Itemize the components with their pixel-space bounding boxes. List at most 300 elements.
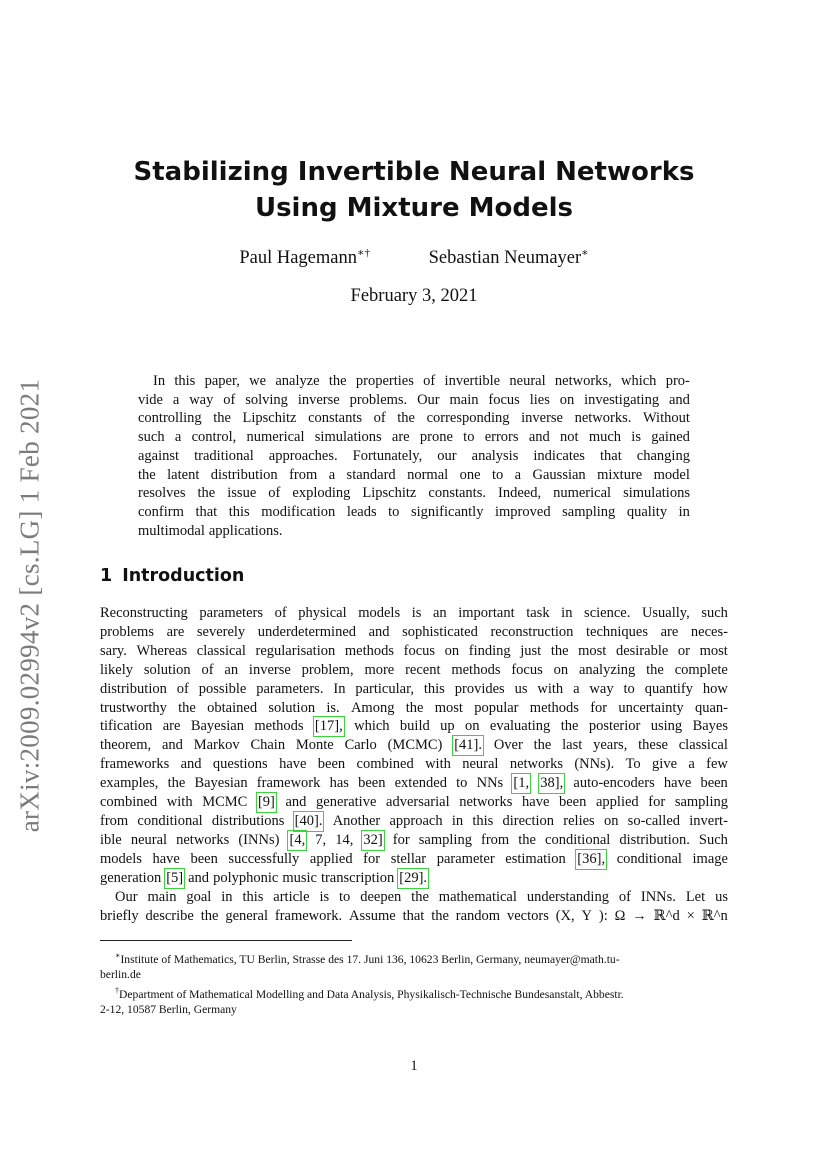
word: up [440, 718, 455, 735]
word: exploding [292, 485, 351, 502]
word: Monte [295, 737, 334, 754]
word: corresponding [426, 410, 510, 427]
word: for [392, 831, 410, 848]
section-title: Introduction [122, 566, 245, 586]
word: the [533, 737, 552, 754]
word: which [621, 373, 657, 389]
footnote-1 [100, 948, 728, 967]
word: been [700, 775, 728, 792]
word: Fortunately, [352, 447, 423, 464]
word: the [167, 775, 186, 792]
word: an [432, 605, 447, 621]
title-line-2: Using Mixture Models [254, 193, 574, 223]
word: [40]. [294, 812, 323, 829]
word: for [363, 850, 381, 867]
word: the [405, 699, 424, 716]
author-name: Paul Hagemann [239, 248, 357, 269]
word: most [434, 699, 463, 716]
body-line [100, 642, 728, 661]
word: the [646, 661, 664, 678]
word: and [188, 869, 210, 886]
word: this [242, 888, 264, 905]
word: give [652, 756, 678, 773]
word: To [625, 756, 641, 773]
word: on [603, 812, 619, 829]
word: us [715, 888, 728, 905]
word: applied [309, 850, 353, 867]
word: methods [529, 699, 579, 716]
word: evaluating [489, 718, 551, 735]
word: [17], [314, 718, 343, 735]
word: controlling [138, 410, 202, 427]
word: against [138, 447, 180, 464]
word: successfully [228, 850, 300, 867]
word: provides [454, 680, 505, 697]
word: inverse [521, 410, 563, 427]
word: Assume [348, 907, 396, 924]
word: stellar [390, 850, 427, 867]
word: changing [636, 447, 690, 464]
word: Another [332, 812, 381, 829]
word: deepen [360, 888, 402, 905]
word: networks [176, 831, 230, 848]
word: [5] [166, 869, 184, 886]
word: are [391, 429, 410, 446]
author-affiliation-mark: ∗ [581, 247, 589, 259]
word: networks, [554, 373, 612, 389]
word: how [702, 680, 728, 697]
word: Y [581, 907, 593, 924]
word: the [328, 373, 347, 389]
word: a [573, 680, 580, 697]
word: conditional [545, 831, 611, 848]
word: task [526, 605, 550, 621]
word: for [648, 794, 666, 811]
word: vide [138, 391, 163, 408]
word: sophisticated [402, 623, 478, 640]
word: Among [350, 699, 395, 716]
body-line [100, 755, 728, 774]
word: inverse [297, 391, 340, 408]
word: been [317, 756, 346, 773]
word: popular [474, 699, 519, 716]
word: most [699, 642, 728, 659]
word: simulations [623, 485, 690, 502]
word: is [631, 429, 641, 446]
word: ible [100, 831, 122, 848]
word: are [660, 623, 679, 640]
word: NNs [476, 775, 504, 792]
word: 32] [363, 831, 383, 848]
word: extended [394, 775, 447, 792]
word: the [213, 410, 231, 427]
word: the [138, 466, 156, 483]
word: is [411, 605, 422, 621]
word: focus [511, 661, 543, 678]
word: estimation [505, 850, 566, 867]
word: 7, [315, 831, 327, 848]
body-line [100, 812, 728, 831]
word: in [451, 812, 464, 829]
word: is [319, 888, 330, 905]
word: parameter [436, 850, 495, 867]
word: significantly [410, 503, 484, 520]
word: not [560, 429, 579, 446]
word: in [221, 888, 233, 905]
footnote-mark: ∗ [115, 951, 121, 960]
word: invert- [689, 812, 728, 829]
word: control, [191, 429, 237, 446]
word: finding [468, 642, 511, 659]
word: errors [484, 429, 519, 446]
word: are [166, 623, 185, 640]
word: relies [563, 812, 595, 829]
word: [36], [577, 850, 606, 867]
footnote-rule [100, 940, 352, 941]
word: article [273, 888, 310, 905]
word: that [600, 447, 622, 464]
word: have [522, 794, 550, 811]
word: and [180, 756, 202, 773]
word: vectors [506, 907, 549, 924]
word: direction [502, 812, 555, 829]
word: ): [598, 907, 608, 924]
word: mathematical [438, 888, 517, 905]
word: parameters. [256, 680, 324, 697]
word: are [162, 718, 181, 735]
word: Gaussian [532, 466, 586, 483]
word: auto-encoders [573, 775, 655, 792]
abstract-line [138, 372, 690, 391]
word: combined [100, 794, 158, 811]
word: Our [115, 888, 138, 905]
word: with [425, 756, 451, 773]
abstract-line [138, 503, 690, 522]
word: so-called [627, 812, 681, 829]
word: desirable [615, 642, 669, 659]
footnote-2-continuation [100, 1002, 728, 1018]
word: from [100, 812, 129, 829]
word: problems [100, 623, 154, 640]
word: of [423, 373, 436, 389]
word: these [638, 737, 668, 754]
word: (NNs). [574, 756, 615, 773]
word: networks [509, 756, 563, 773]
word: sampling [418, 831, 472, 848]
abstract-line [138, 466, 690, 485]
word: In [153, 373, 166, 389]
word: understanding [526, 888, 609, 905]
section-number: 1 [100, 566, 113, 586]
word: last [562, 737, 583, 754]
word: just [520, 642, 542, 659]
word: with [537, 680, 564, 697]
word: Whereas [136, 642, 188, 659]
word: (X, [555, 907, 575, 924]
word: a [328, 466, 336, 483]
word: our [437, 447, 457, 464]
abstract-line [138, 409, 690, 428]
word: mixture [597, 466, 643, 483]
word: classical [678, 737, 728, 754]
word: to [491, 466, 504, 483]
word: standard [346, 466, 396, 483]
word: on [444, 642, 460, 659]
word: physical [298, 605, 347, 621]
word: Bayes [692, 718, 728, 735]
word: approaches. [268, 447, 338, 464]
body-line [100, 774, 728, 793]
word: applied [595, 794, 639, 811]
word: [4, [289, 831, 306, 848]
word: or [677, 642, 690, 659]
word: quan- [694, 699, 728, 716]
word: likely [100, 661, 134, 678]
section-heading-introduction [100, 566, 244, 586]
abstract-line [138, 522, 690, 541]
word: of [373, 410, 386, 427]
author-2 [429, 246, 589, 269]
word: general [225, 907, 268, 924]
footnote-text: berlin.de [100, 968, 141, 982]
body-line [100, 699, 728, 718]
word: constants. [428, 485, 486, 502]
word: the [560, 718, 579, 735]
word: Without [642, 410, 690, 427]
body-line [100, 736, 728, 755]
arxiv-stamp-text: arXiv:2009.02994v2 [cs.LG] 1 Feb 2021 [14, 378, 45, 832]
word: framework. [274, 907, 343, 924]
paper-date: February 3, 2021 [350, 286, 478, 306]
word: from [481, 831, 510, 848]
word: solving [245, 391, 288, 408]
word: analysis [471, 447, 519, 464]
word: numerical [553, 485, 612, 502]
word: [41]. [454, 737, 482, 754]
word: on [559, 391, 575, 408]
word: networks [459, 794, 513, 811]
word: solution [268, 699, 316, 716]
word: issue [227, 485, 257, 502]
abstract [138, 372, 690, 540]
word: to [456, 775, 468, 792]
word: been [559, 794, 587, 811]
footnotes [100, 948, 728, 1018]
author-name: Sebastian Neumayer [428, 248, 582, 269]
word: classical [196, 642, 246, 659]
word: music [282, 869, 317, 886]
word: of [618, 888, 631, 905]
word: and [161, 737, 183, 754]
word: Bayesian [190, 718, 244, 735]
word: complete [674, 661, 728, 678]
word: INNs. [640, 888, 676, 905]
word: image [692, 850, 728, 867]
word: transcription [320, 869, 395, 886]
word: have [152, 850, 180, 867]
word: regularisation [255, 642, 336, 659]
word: (MCMC) [387, 737, 443, 754]
title-line-1: Stabilizing Invertible Neural Networks [133, 157, 695, 187]
word: generative [316, 794, 377, 811]
footnote-1-continuation [100, 967, 728, 983]
word: framework [256, 775, 321, 792]
word: with [166, 794, 193, 811]
word: Such [698, 831, 728, 848]
word: has [329, 775, 349, 792]
word: that [195, 503, 218, 520]
word: one [459, 466, 481, 483]
word: conditional [616, 850, 682, 867]
word: science. [584, 605, 631, 621]
body-line [100, 831, 728, 850]
word: frameworks [100, 756, 170, 773]
word: distributions [211, 812, 285, 829]
word: this [472, 812, 494, 829]
word: 14, [335, 831, 354, 848]
word: multimodal [138, 522, 205, 539]
word: traditional [194, 447, 254, 464]
word: a [688, 756, 695, 773]
word: that [402, 907, 425, 924]
word: methods [344, 642, 394, 659]
word: solution [143, 661, 191, 678]
word: and [528, 429, 550, 446]
paper-title [0, 154, 828, 226]
word: properties [355, 373, 414, 389]
word: simulations [314, 429, 382, 446]
word: from [289, 466, 318, 483]
word: possible [198, 680, 247, 697]
word: this [228, 503, 250, 520]
word: for [590, 699, 608, 716]
word: Chain [250, 737, 286, 754]
word: indicates [533, 447, 585, 464]
word: the [550, 642, 569, 659]
word: examples, [100, 775, 159, 792]
word: severely [196, 623, 246, 640]
word: constants [308, 410, 363, 427]
word: us [514, 680, 528, 697]
word: quality [626, 503, 668, 520]
word: numerical [246, 429, 305, 446]
word: on [553, 661, 569, 678]
word: Indeed, [498, 485, 542, 502]
word: goal [186, 888, 212, 905]
word: distribution [100, 680, 167, 697]
abstract-line [138, 447, 690, 466]
word: to [339, 888, 351, 905]
word: ℝ^n [701, 907, 728, 924]
body-line [100, 604, 728, 623]
word: Let [685, 888, 706, 905]
word: a [174, 429, 182, 446]
footnote-2 [100, 983, 728, 1002]
word: focus [488, 391, 520, 408]
word: neural [130, 831, 168, 848]
word: we [249, 373, 267, 389]
page-number: 1 [410, 1058, 418, 1074]
word: applications. [208, 522, 283, 539]
word: build [399, 718, 430, 735]
word: methods [451, 661, 501, 678]
word: techniques [586, 623, 649, 640]
word: questions [212, 756, 268, 773]
body-line [100, 661, 728, 680]
word: (INNs) [238, 831, 280, 848]
body-line [100, 623, 728, 642]
word: the [411, 888, 429, 905]
word: latent [167, 466, 200, 483]
word: Bayesian [194, 775, 248, 792]
word: resolves [138, 485, 186, 502]
word: Ω [614, 907, 626, 924]
author-list [0, 246, 828, 269]
word: in [561, 605, 573, 621]
word: obtained [207, 699, 258, 716]
word: Usually, [641, 605, 690, 621]
word: to [388, 503, 400, 520]
word: of [274, 605, 287, 621]
body-line [100, 680, 728, 699]
word: the [431, 907, 449, 924]
word: of [223, 391, 236, 408]
word: sampling [674, 794, 728, 811]
word: ℝ^d [653, 907, 680, 924]
word: Lipschitz [242, 410, 297, 427]
word: much [588, 429, 622, 446]
footnote-text: Institute of Mathematics, TU Berlin, Strasse des 17. Juni 136, 10623 Berlin, Germany, neumayer@math.tu- [120, 952, 620, 966]
word: networks. [574, 410, 632, 427]
word: which [354, 718, 390, 735]
word: analyzing [578, 661, 636, 678]
word: briefly [100, 907, 139, 924]
footnote-text: 2-12, 10587 Berlin, Germany [100, 1003, 237, 1017]
word: is. [326, 699, 340, 716]
word: important [458, 605, 515, 621]
word: Reconstructing [100, 605, 188, 621]
word: In [333, 680, 346, 697]
body-line [100, 850, 728, 869]
word: investigating [584, 391, 660, 408]
word: Our [417, 391, 440, 408]
body-line [100, 793, 728, 812]
word: the [397, 410, 415, 427]
word: have [279, 756, 307, 773]
word: conditional [137, 812, 203, 829]
word: problems. [349, 391, 408, 408]
author-1 [239, 246, 370, 269]
body-line [100, 717, 728, 736]
word: methods [254, 718, 304, 735]
arxiv-identifier-stamp [10, 370, 50, 840]
word: underdetermined [257, 623, 357, 640]
word: more [364, 661, 395, 678]
word: way [189, 391, 214, 408]
word: have [663, 775, 692, 792]
word: been [358, 775, 386, 792]
word: reconstruction [490, 623, 574, 640]
word: few [706, 756, 728, 773]
word: the [178, 699, 196, 716]
word: such [701, 605, 728, 621]
word: this [423, 680, 445, 697]
word: problem, [301, 661, 354, 678]
word: pro- [665, 373, 690, 389]
word: the [518, 831, 536, 848]
word: theorem, [100, 737, 152, 754]
word: → [632, 907, 647, 924]
